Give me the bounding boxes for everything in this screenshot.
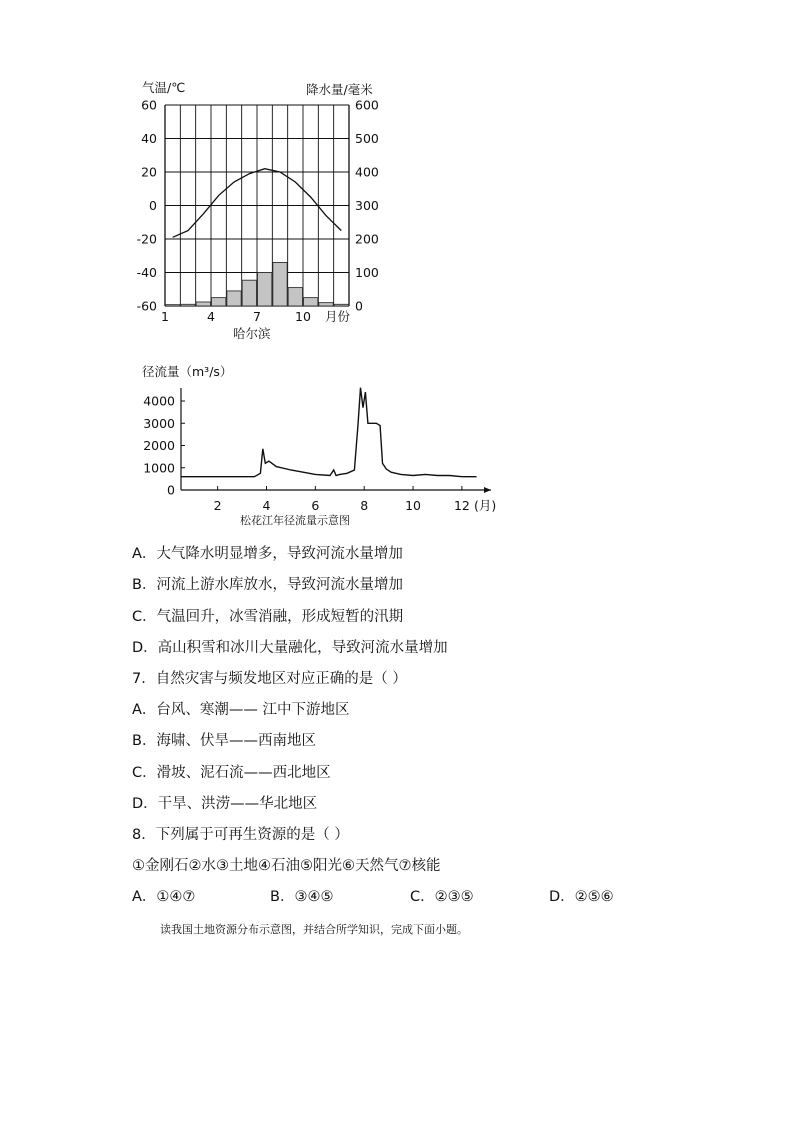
q8-items: ①金刚石②水③土地④石油⑤阳光⑥天然气⑦核能 (132, 858, 441, 874)
precipitation-bar (181, 304, 195, 306)
climate-chart-caption: 哈尔滨 (233, 326, 271, 341)
precipitation-bar (212, 298, 226, 306)
runoff-x-tick-label: 10 (405, 498, 422, 513)
q7-option-d: D．干旱、洪涝——华北地区 (132, 796, 318, 812)
month-tick-label: 4 (207, 309, 215, 324)
q8-stem: 8．下列属于可再生资源的是（ ） (132, 827, 349, 843)
precipitation-bar (273, 262, 287, 306)
precipitation-tick-label: 500 (355, 131, 379, 146)
runoff-y-tick-label: 2000 (143, 438, 175, 453)
runoff-x-tick-label: 8 (360, 498, 369, 513)
precipitation-bar (304, 298, 318, 306)
q6-option-d: D．高山积雪和冰川大量融化，导致河流水量增加 (132, 640, 448, 656)
precipitation-tick-label: 300 (355, 198, 379, 213)
runoff-y-tick-label: 3000 (143, 415, 175, 431)
runoff-y-tick-label: 1000 (143, 460, 175, 476)
runoff-tick-labels (143, 394, 470, 514)
precipitation-tick-label: 600 (355, 97, 379, 113)
q7-option-a: A．台风、寒潮—— 江中下游地区 (132, 702, 350, 718)
temperature-tick-label: 0 (149, 198, 157, 213)
runoff-line (181, 388, 477, 477)
q8-option-c: C．②③⑤ (410, 889, 474, 905)
precipitation-bar (166, 305, 180, 306)
precipitation-tick-label: 100 (355, 265, 379, 280)
q8-option-a: A．①④⑦ (132, 889, 196, 905)
q6-option-a: A．大气降水明显增多，导致河流水量增加 (132, 546, 403, 562)
climate-grid (165, 105, 349, 306)
precipitation-bar (258, 273, 272, 307)
precipitation-bar (334, 304, 348, 306)
temperature-tick-label: 20 (141, 164, 157, 180)
temperature-tick-label: 60 (141, 97, 157, 113)
q8-option-d: D．②⑤⑥ (549, 889, 614, 905)
runoff-y-axis-label: 径流量（m³/s） (142, 364, 233, 379)
q6-option-c: C．气温回升，冰雪消融，形成短暂的汛期 (132, 609, 404, 625)
temperature-axis-label: 气温/℃ (142, 80, 186, 95)
instruction-text: 读我国土地资源分布示意图，并结合所学知识，完成下面小题。 (160, 923, 468, 936)
q7-stem: 7．自然灾害与频发地区对应正确的是（ ） (132, 671, 407, 687)
runoff-x-unit: (月) (474, 498, 497, 513)
precipitation-axis-label: 降水量/毫米 (306, 82, 373, 97)
q6-option-b: B．河流上游水库放水，导致河流水量增加 (132, 577, 403, 593)
q7-option-c: C．滑坡、泥石流——西北地区 (132, 765, 331, 781)
runoff-x-tick-label: 4 (262, 498, 271, 513)
precipitation-tick-label: 200 (355, 231, 379, 247)
runoff-y-tick-label: 4000 (143, 393, 175, 409)
runoff-y-tick-label: 0 (167, 482, 175, 498)
month-tick-label: 1 (161, 309, 169, 324)
precipitation-bar (227, 291, 241, 306)
q8-option-b: B．③④⑤ (270, 889, 334, 905)
precipitation-tick-label: 400 (355, 164, 379, 180)
temperature-tick-label: -40 (136, 265, 157, 280)
q7-option-b: B．海啸、伏旱——西南地区 (132, 733, 316, 749)
month-tick-label: 7 (253, 309, 261, 324)
month-tick-label: 10 (295, 309, 311, 324)
runoff-x-arrow (484, 487, 491, 493)
precipitation-bar (196, 302, 210, 306)
precipitation-tick-label: 0 (355, 298, 363, 314)
month-unit-label: 月份 (325, 309, 351, 324)
temperature-tick-label: 40 (141, 131, 157, 146)
runoff-x-tick-label: 2 (213, 498, 222, 513)
precipitation-bar (319, 303, 333, 306)
temperature-tick-label: -60 (136, 298, 157, 314)
runoff-x-tick-label: 12 (453, 498, 470, 513)
runoff-chart-caption: 松花江年径流量示意图 (240, 514, 350, 527)
precipitation-bar (288, 288, 302, 306)
climate-chart (120, 72, 400, 354)
runoff-chart (136, 358, 506, 534)
temperature-tick-label: -20 (136, 231, 157, 247)
runoff-x-tick-label: 6 (311, 498, 320, 513)
precipitation-bar (242, 280, 256, 306)
